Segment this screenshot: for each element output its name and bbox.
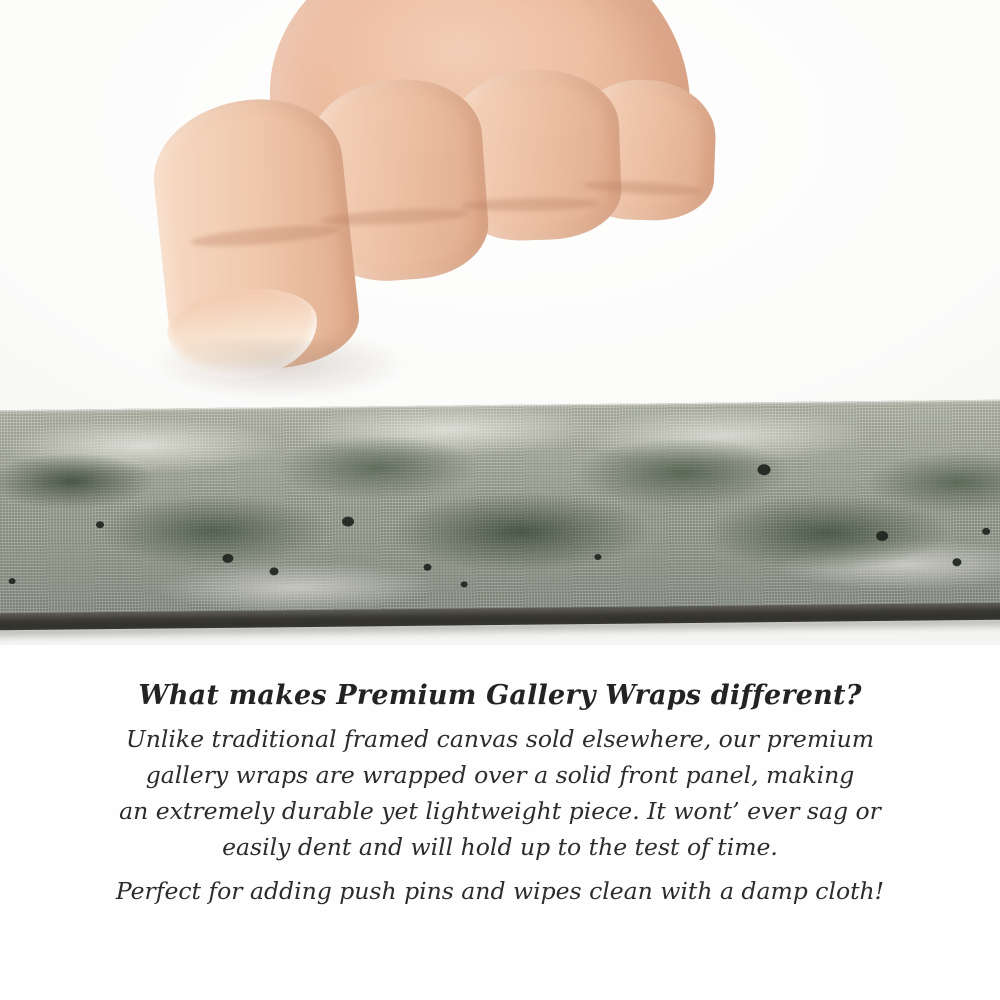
hand-icon bbox=[120, 0, 720, 430]
canvas-speck bbox=[342, 517, 354, 527]
canvas-speck bbox=[96, 521, 104, 528]
canvas-speck bbox=[9, 578, 16, 584]
finger-contact-shadow bbox=[150, 340, 410, 400]
caption-heading: What makes Premium Gallery Wraps different? bbox=[138, 680, 862, 711]
canvas-speck bbox=[757, 464, 770, 475]
canvas-speck bbox=[952, 558, 961, 566]
caption-line-4: easily dent and will hold up to the test of time. bbox=[222, 833, 778, 861]
canvas-speck bbox=[269, 567, 278, 575]
canvas-speck bbox=[594, 554, 601, 560]
canvas-speck bbox=[876, 531, 888, 541]
canvas-speck bbox=[423, 564, 431, 571]
caption-line-3: an extremely durable yet lightweight piece. It wont’ ever sag or bbox=[119, 797, 881, 825]
caption-line-5: Perfect for adding push pins and wipes clean with a damp cloth! bbox=[115, 877, 885, 905]
canvas-printed-face bbox=[0, 400, 1000, 616]
caption-block bbox=[0, 680, 1000, 909]
canvas-edge-icon bbox=[0, 400, 1000, 641]
canvas-speck bbox=[461, 581, 468, 587]
caption-line-2: gallery wraps are wrapped over a solid front panel, making bbox=[145, 761, 855, 789]
caption-line-1: Unlike traditional framed canvas sold elsewhere, our premium bbox=[125, 725, 875, 753]
canvas-speck bbox=[982, 528, 990, 535]
canvas-speck bbox=[222, 554, 233, 563]
